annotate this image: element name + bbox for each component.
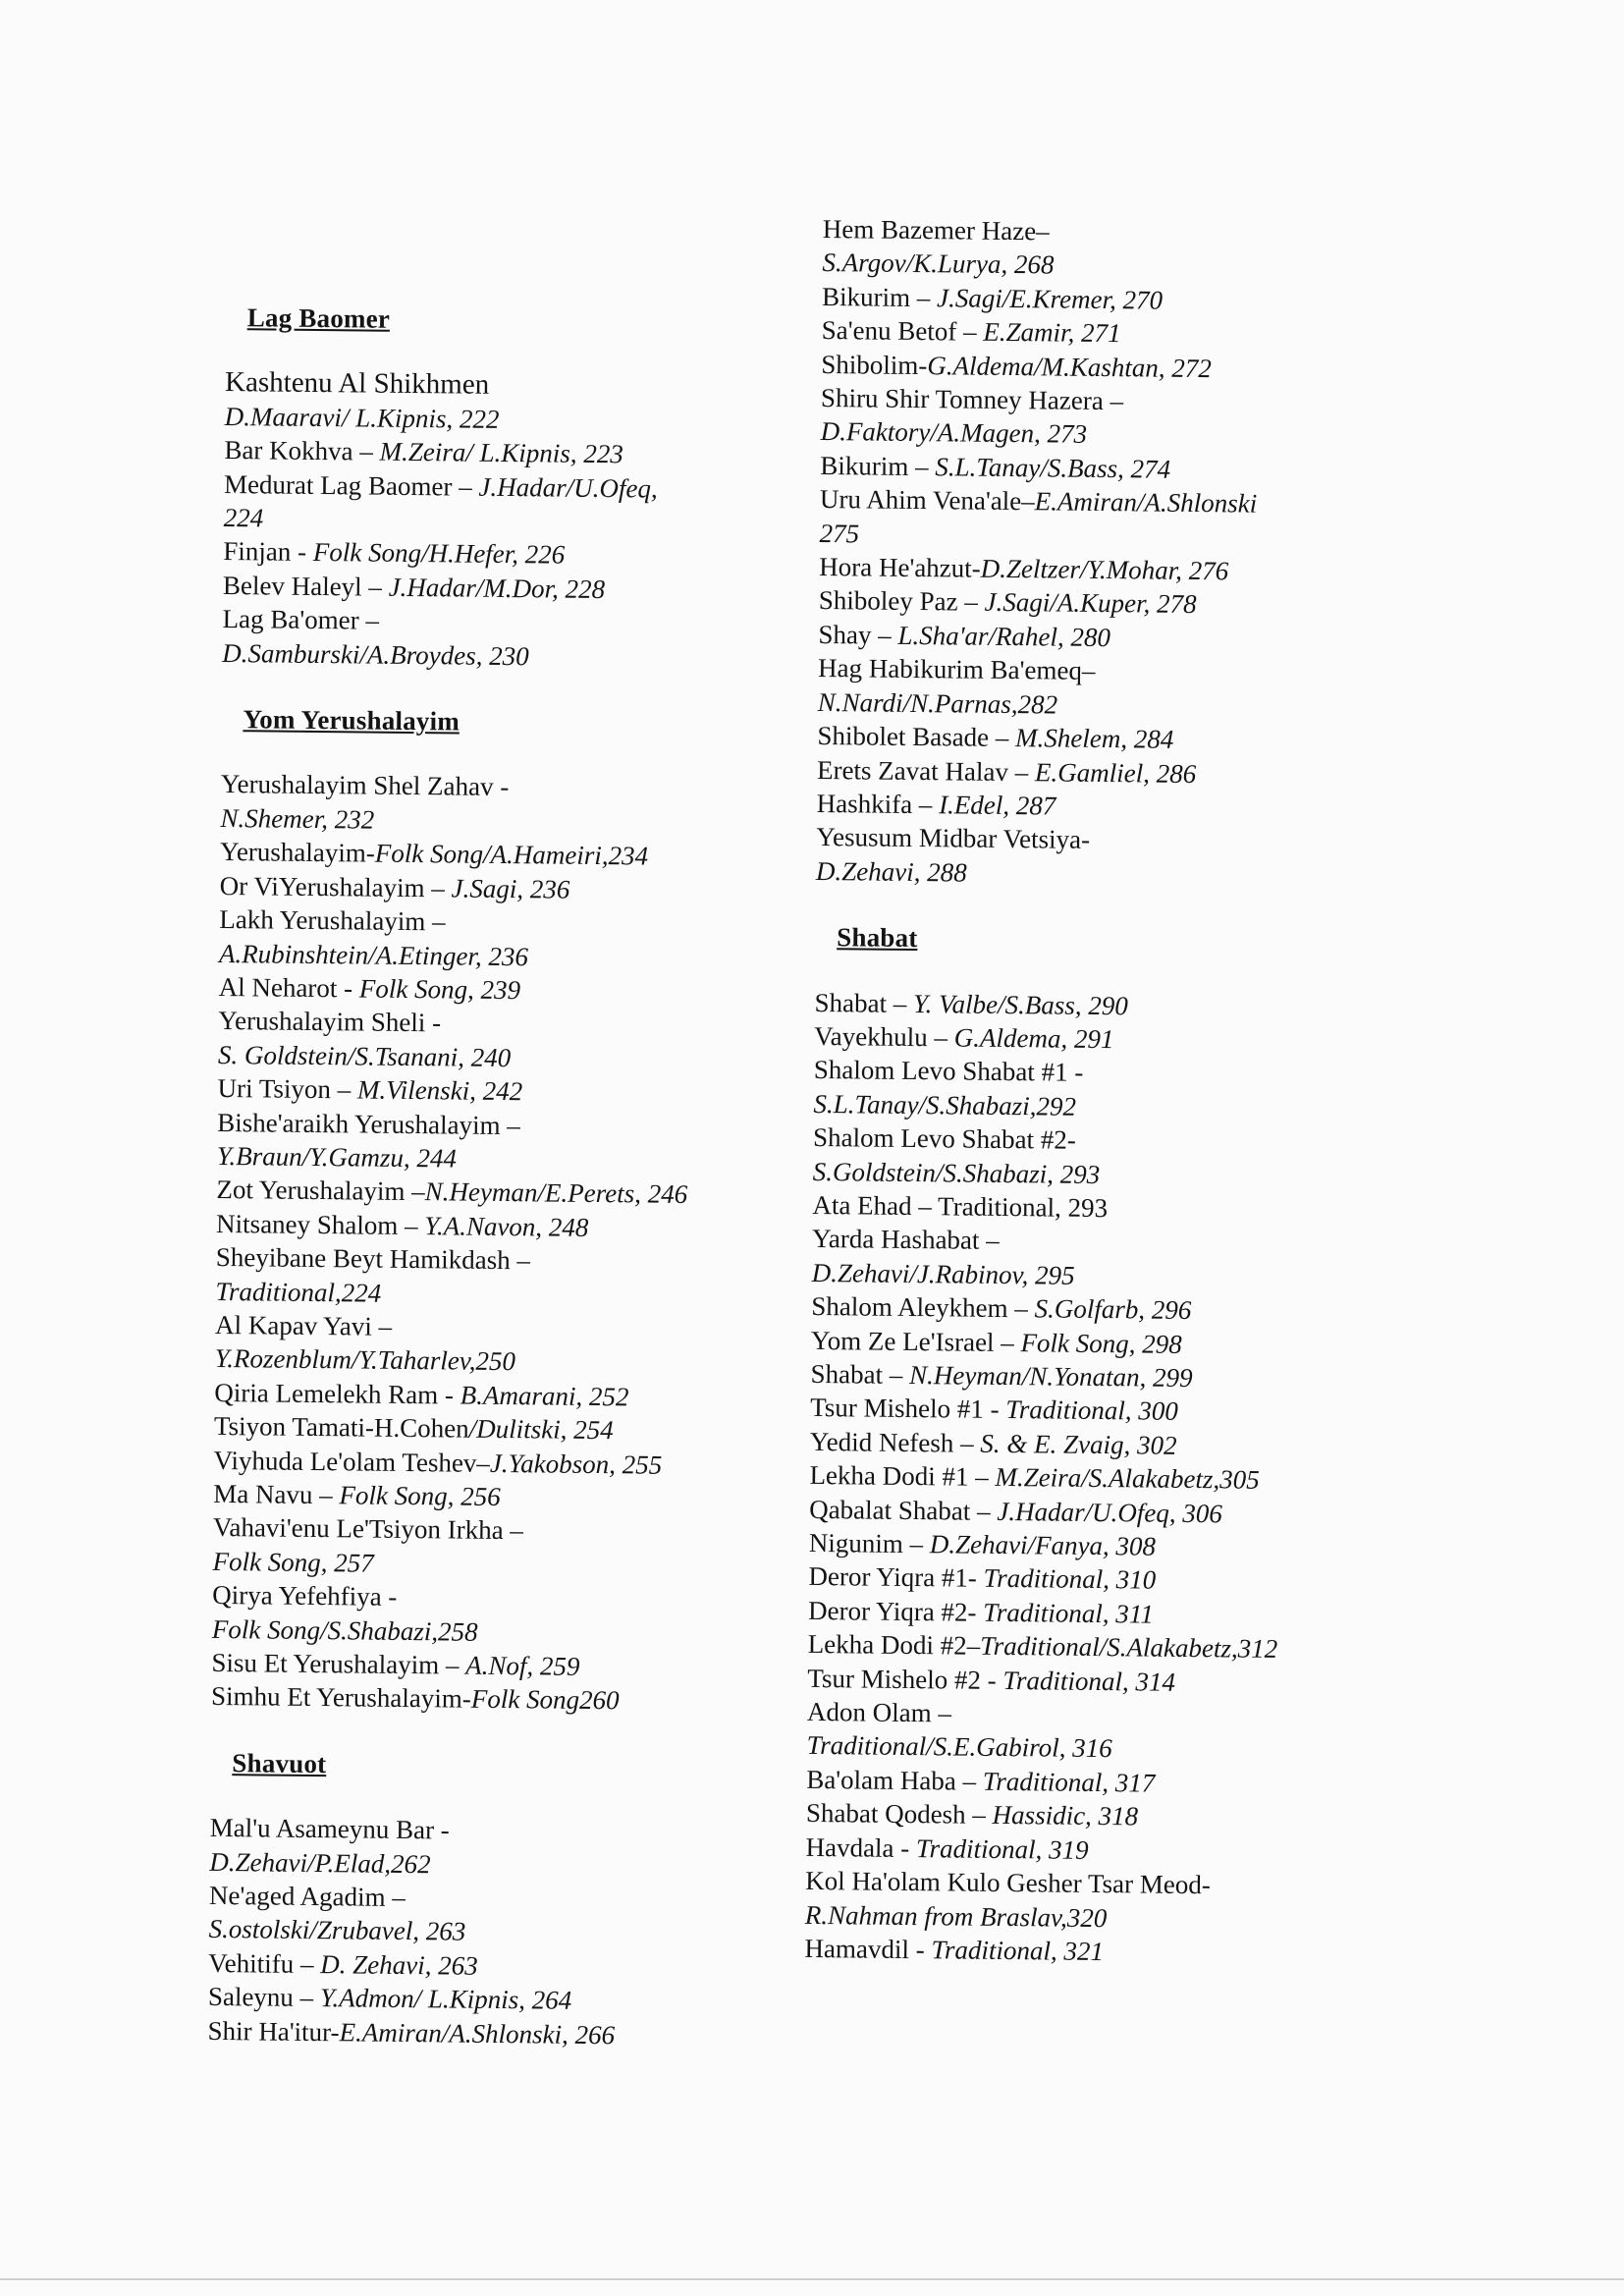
song-credit: Traditional, 321	[931, 1935, 1105, 1966]
song-entry	[214, 1409, 823, 1449]
song-title: Ba'olam Haba –	[806, 1764, 983, 1796]
song-credit: Traditional/S.E.Gabirol, 316	[806, 1730, 1112, 1764]
song-title: Shay –	[818, 619, 898, 650]
song-title: Bikurim –	[821, 281, 938, 313]
song-credit: Traditional, 310	[983, 1563, 1157, 1596]
song-title: Zot Yerushalayim –	[216, 1175, 425, 1207]
song-entry	[816, 820, 1426, 894]
song-title: Al Neharot -	[218, 971, 360, 1004]
song-title: Havdala -	[805, 1831, 917, 1863]
section	[816, 212, 1432, 895]
song-credit: D.Zehavi/Fanya, 308	[929, 1529, 1157, 1561]
song-title: Ata Ehad – Traditional, 293	[812, 1189, 1109, 1224]
song-credit: D.Zehavi/J.Rabinov, 295	[811, 1257, 1075, 1290]
song-page-number: 275	[819, 518, 860, 549]
section	[207, 1746, 819, 2054]
song-credit: A.Rubinshtein/A.Etinger, 236	[218, 938, 529, 971]
song-title: Lekha Dodi #1 –	[809, 1460, 996, 1493]
song-credit: D.Maaravi/ L.Kipnis, 222	[224, 401, 500, 434]
song-title: Deror Yiqra #1-	[808, 1561, 984, 1594]
song-credit: R.Nahman from Braslav,320	[804, 1899, 1108, 1933]
song-title: Simhu Et Yerushalayim-	[210, 1681, 472, 1715]
song-credit: Traditional/S.Alakabetz,312	[980, 1631, 1278, 1665]
song-credit: S.L.Tanay/S.Bass, 274	[935, 452, 1171, 484]
song-title: Tsur Mishelo #1 -	[810, 1393, 1006, 1425]
song-title: Nitsaney Shalom –	[216, 1208, 425, 1240]
song-title: Viyhuda Le'olam Teshev–	[213, 1445, 491, 1478]
song-credit: I.Edel, 287	[939, 790, 1056, 821]
song-title: Hashkifa –	[816, 788, 940, 820]
song-title: Bikurim –	[820, 450, 936, 482]
song-credit: Traditional, 300	[1005, 1394, 1179, 1427]
song-credit: M.Shelem, 284	[1014, 723, 1174, 754]
song-entry	[820, 381, 1430, 455]
song-title: Lag Ba'omer –	[222, 604, 380, 635]
song-credit: J.Sagi, 236	[451, 873, 570, 904]
song-credit: M.Vilenski, 242	[356, 1074, 523, 1107]
song-credit: Folk Song, 257	[212, 1546, 374, 1578]
song-credit: A.Nof, 259	[465, 1650, 580, 1681]
right-column	[804, 212, 1432, 2004]
song-page-number: 224	[223, 503, 264, 533]
song-credit: S. & E. Zvaig, 302	[980, 1428, 1177, 1460]
song-entry	[813, 1121, 1423, 1194]
song-title: Hem Bazemer Haze–	[822, 213, 1050, 246]
song-credit: N.Heyman/N.Yonatan, 299	[908, 1359, 1193, 1394]
song-credit: Traditional, 311	[983, 1597, 1154, 1629]
song-title: Hag Habikurim Ba'emeq–	[817, 653, 1096, 686]
scan-edge-line	[0, 2278, 1624, 2280]
song-title: Deror Yiqra #2-	[807, 1595, 984, 1627]
song-credit: Y.Braun/Y.Gamzu, 244	[216, 1140, 458, 1174]
song-credit: E.Amiran/A.Shlonski	[1034, 486, 1258, 519]
song-credit: J.Hadar/U.Ofeq,	[478, 471, 658, 504]
song-entry	[804, 1932, 1413, 1972]
song-entry	[212, 1578, 822, 1652]
song-credit: Traditional, 314	[1002, 1665, 1176, 1697]
song-entry	[812, 1222, 1422, 1295]
song-entry	[218, 1004, 828, 1077]
song-credit: S.Goldstein/S.Shabazi, 293	[812, 1156, 1101, 1189]
song-credit: D.Samburski/A.Broydes, 230	[222, 637, 529, 671]
song-credit: Y.Rozenblum/Y.Taharlev,250	[214, 1343, 516, 1377]
song-title: Ne'aged Agadim –	[208, 1880, 406, 1913]
song-title: Ma Navu –	[213, 1478, 340, 1510]
song-title: Shiru Shir Tomney Hazera –	[820, 383, 1124, 416]
song-title: Finjan -	[223, 536, 313, 568]
song-title: Vahavi'enu Le'Tsiyon Irkha –	[212, 1512, 524, 1546]
song-entry	[217, 1105, 827, 1178]
song-title: Tsiyon Tamati-H.Cohen	[213, 1411, 469, 1444]
song-entry	[813, 1053, 1423, 1126]
song-title: Erets Zavat Halav –	[816, 754, 1036, 787]
song-entry	[806, 1695, 1416, 1769]
song-credit: Folk Song/S.Shabazi,258	[211, 1613, 478, 1647]
song-entry	[805, 1864, 1415, 1938]
song-credit: B.Amarani, 252	[460, 1380, 629, 1412]
song-title: Lekha Dodi #2–	[807, 1629, 981, 1662]
song-credit: Traditional, 319	[915, 1832, 1089, 1865]
song-credit: Folk Song, 239	[358, 973, 521, 1006]
song-credit: Traditional, 317	[982, 1766, 1156, 1798]
song-credit: S. Goldstein/S.Tsanani, 240	[217, 1039, 512, 1072]
song-entry	[215, 1240, 825, 1314]
song-credit: G.Aldema, 291	[953, 1022, 1114, 1055]
song-title: Saleynu –	[207, 1982, 321, 2013]
song-title: Yom Ze Le'Israel –	[810, 1325, 1021, 1357]
song-credit: S.L.Tanay/S.Shabazi,292	[813, 1088, 1077, 1121]
song-credit: Folk Song/H.Hefer, 226	[312, 537, 566, 571]
song-credit: N.Shemer, 232	[220, 802, 375, 835]
song-title: Shalom Aleykhem –	[811, 1291, 1035, 1324]
section-heading: Shavuot	[232, 1747, 327, 1778]
song-title: Mal'u Asameynu Bar -	[209, 1813, 450, 1845]
song-credit: S.ostolski/Zrubavel, 263	[208, 1914, 466, 1947]
song-title: Uru Ahim Vena'ale–	[819, 484, 1035, 517]
song-title: Yerushalayim Sheli -	[218, 1006, 442, 1038]
song-title: Bar Kokhva –	[224, 435, 380, 466]
song-entry	[819, 482, 1429, 556]
song-credit: D.Zeltzer/Y.Mohar, 276	[980, 553, 1229, 586]
song-entry	[209, 1811, 819, 1885]
song-credit: N.Heyman/E.Perets, 246	[424, 1176, 688, 1210]
section-heading: Lag Baomer	[246, 302, 391, 334]
song-title: Hamavdil -	[804, 1933, 932, 1965]
song-title: Yarda Hashabat –	[811, 1224, 1000, 1256]
song-title: Uri Tsiyon –	[217, 1073, 358, 1105]
song-entry	[215, 1308, 825, 1382]
song-entry	[817, 719, 1426, 759]
song-title: Yerushalayim-	[219, 837, 376, 868]
song-credit: Folk Song260	[470, 1684, 620, 1716]
song-credit: Y. Valbe/S.Bass, 290	[912, 988, 1129, 1020]
song-entry	[220, 767, 830, 841]
song-title: Shir Ha'itur-	[207, 2015, 340, 2047]
song-credit: Folk Song, 298	[1020, 1327, 1182, 1359]
song-entry	[208, 1879, 818, 1952]
song-title: Qirya Yefehfiya -	[212, 1580, 398, 1613]
song-credit: N.Nardi/N.Parnas,282	[817, 686, 1058, 720]
song-credit: E.Zamir, 271	[983, 316, 1121, 349]
song-title: Belev Haleyl –	[222, 570, 389, 602]
song-entry	[212, 1510, 822, 1584]
song-entry	[224, 467, 834, 541]
song-entry	[222, 602, 832, 676]
song-title: Vehitifu –	[208, 1947, 321, 1979]
song-title: Yedid Nefesh –	[809, 1426, 981, 1458]
song-entry	[217, 1071, 826, 1112]
song-title: Adon Olam –	[806, 1696, 952, 1728]
song-title: Shibolet Basade –	[817, 721, 1016, 753]
song-entry	[822, 212, 1432, 286]
song-credit: J.Hadar/U.Ofeq, 306	[997, 1496, 1222, 1528]
song-credit: S.Golfarb, 296	[1034, 1293, 1192, 1326]
song-title: Or ViYerushalayim –	[219, 870, 452, 903]
song-title: Yesusum Midbar Vetsiya-	[816, 822, 1091, 855]
song-title: Yerushalayim Shel Zahav -	[220, 769, 510, 802]
song-title: Nigunim –	[808, 1527, 930, 1559]
song-credit: S.Argov/K.Lurya, 268	[822, 247, 1055, 280]
song-credit: D.Faktory/A.Magen, 273	[820, 416, 1088, 450]
song-title: Bishe'araikh Yerushalayim –	[217, 1107, 520, 1140]
song-title: Vayekhulu –	[814, 1020, 954, 1053]
song-entry	[211, 1679, 820, 1720]
song-credit: E.Gamliel, 286	[1034, 756, 1197, 789]
song-title: Qabalat Shabat –	[809, 1494, 998, 1526]
song-credit: Hassidic, 318	[992, 1800, 1139, 1831]
song-credit: J.Sagi/A.Kuper, 278	[984, 587, 1197, 620]
section-heading: Yom Yerushalayim	[243, 704, 460, 737]
song-credit: J.Hadar/M.Dor, 228	[388, 572, 606, 604]
song-credit: Folk Song, 256	[339, 1480, 501, 1511]
song-title: Kol Ha'olam Kulo Gesher Tsar Meod-	[805, 1866, 1211, 1900]
song-entry	[811, 1289, 1420, 1330]
song-title: Shibolim-	[821, 349, 928, 380]
left-column	[207, 301, 835, 2086]
section	[222, 301, 835, 677]
song-title: Sisu Et Yerushalayim –	[211, 1647, 466, 1680]
song-credit: G.Aldema/M.Kashtan, 272	[927, 350, 1213, 383]
section	[211, 702, 831, 1720]
section	[804, 920, 1424, 1972]
song-credit: /Dulitski, 254	[468, 1413, 614, 1446]
song-credit: J.Yakobson, 255	[489, 1448, 663, 1480]
song-credit: L.Sha'ar/Rahel, 280	[897, 620, 1111, 652]
song-entry	[225, 365, 835, 439]
song-title: Qiria Lemelekh Ram -	[214, 1377, 460, 1410]
song-credit: M.Zeira/S.Alakabetz,305	[995, 1462, 1260, 1495]
song-entry	[818, 651, 1428, 725]
song-title: Shabat Qodesh –	[805, 1798, 993, 1831]
song-title: Medurat Lag Baomer –	[223, 468, 479, 502]
song-title: Tsur Mishelo #2 -	[807, 1663, 1003, 1695]
song-credit: M.Zeira/ L.Kipnis, 223	[379, 436, 624, 469]
song-credit: Traditional,224	[215, 1276, 382, 1308]
song-title: Shalom Levo Shabat #1 -	[813, 1055, 1084, 1088]
song-credit: Y.Admon/ L.Kipnis, 264	[319, 1983, 572, 2016]
song-title: Kashtenu Al Shikhmen	[224, 366, 490, 402]
song-title: Shabat –	[810, 1358, 910, 1390]
song-credit: D.Zehavi, 288	[815, 855, 967, 888]
song-title: Sheyibane Beyt Hamikdash –	[215, 1242, 531, 1276]
song-title: Lakh Yerushalayim –	[219, 904, 446, 937]
song-entry	[207, 2014, 816, 2054]
song-title: Hora He'ahzut-	[819, 552, 981, 583]
song-credit: J.Sagi/E.Kremer, 270	[936, 283, 1164, 315]
song-title: Al Kapav Yavi –	[214, 1309, 393, 1341]
song-title: Shalom Levo Shabat #2-	[812, 1122, 1076, 1155]
song-title: Shabat –	[814, 987, 914, 1018]
section-heading: Shabat	[837, 922, 918, 954]
song-entry	[219, 902, 829, 976]
song-credit: E.Amiran/A.Shlonski, 266	[339, 2016, 616, 2050]
song-credit: Folk Song/A.Hameiri,234	[374, 838, 649, 871]
song-credit: D.Zehavi/P.Elad,262	[209, 1846, 431, 1879]
song-credit: Y.A.Navon, 248	[424, 1210, 589, 1242]
song-title: Shiboley Paz –	[818, 585, 985, 618]
song-credit: D. Zehavi, 263	[320, 1948, 478, 1981]
song-title: Sa'enu Betof –	[821, 315, 984, 347]
